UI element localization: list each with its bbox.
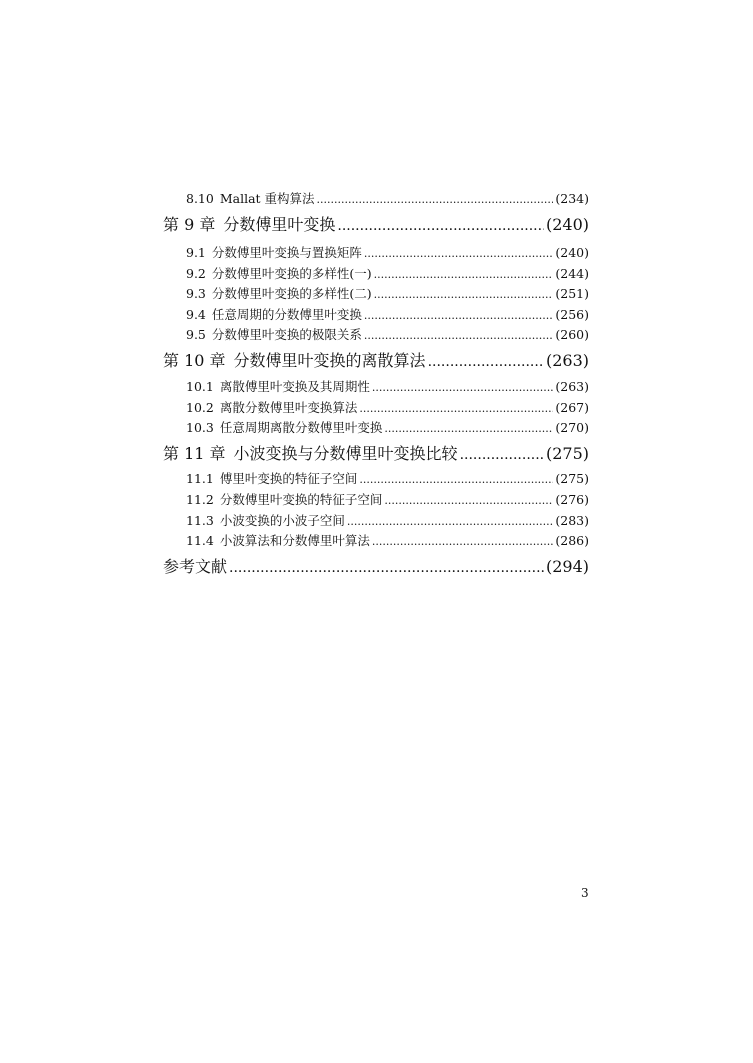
toc-chapter-number: 第 11 章	[163, 444, 226, 463]
toc-entry-number: 11.1	[186, 471, 214, 486]
toc-chapter-title: 分数傅里叶变换的离散算法	[233, 351, 426, 370]
toc-entry-number: 9.4	[186, 307, 206, 322]
toc-entry	[163, 531, 589, 549]
toc-entry-number: 11.3	[186, 513, 214, 528]
toc-leader-dots	[372, 379, 554, 394]
toc-leader-dots	[337, 215, 544, 234]
toc-leader-dots	[374, 266, 554, 281]
toc-entry-title: 分数傅里叶变换的多样性(一)	[211, 266, 372, 281]
toc-entry	[163, 243, 589, 261]
toc-leader-dots	[364, 245, 553, 260]
toc-entry	[163, 398, 589, 416]
toc-chapter	[163, 348, 589, 371]
toc-chapter-page: (240)	[545, 215, 589, 234]
toc-leader-dots	[317, 191, 554, 206]
toc-references-title: 参考文献	[163, 557, 228, 576]
toc-chapter	[163, 212, 589, 235]
toc-entry-page: (251)	[555, 286, 589, 301]
toc-leader-dots	[372, 533, 554, 548]
toc-entry-page: (286)	[555, 533, 589, 548]
toc-entry-title: 小波变换的小波子空间	[219, 513, 345, 528]
toc-entry-title: 离散分数傅里叶变换算法	[219, 400, 358, 415]
toc-entry-title: 分数傅里叶变换与置换矩阵	[211, 245, 362, 260]
toc-leader-dots	[364, 307, 553, 322]
toc-entry-page: (240)	[555, 245, 589, 260]
toc-leader-dots	[384, 492, 553, 507]
toc-entry	[163, 284, 589, 302]
toc-entry	[163, 511, 589, 529]
toc-leader-dots	[359, 471, 553, 486]
toc-entry-page: (263)	[555, 379, 589, 394]
toc-entry	[163, 305, 589, 323]
toc-entry	[163, 469, 589, 487]
toc-chapter-number: 第 10 章	[163, 351, 226, 370]
toc-entry	[163, 490, 589, 508]
toc-chapter	[163, 441, 589, 464]
toc-entry-page: (234)	[555, 191, 589, 206]
toc-entry-number: 10.2	[186, 400, 214, 415]
toc-leader-dots	[460, 444, 544, 463]
toc-entry-number: 10.3	[186, 420, 214, 435]
toc-entry-number: 9.5	[186, 327, 206, 342]
toc-entry-page: (244)	[555, 266, 589, 281]
toc-entry-title: 任意周期的分数傅里叶变换	[211, 307, 362, 322]
toc-entry	[163, 264, 589, 282]
toc-chapter-page: (263)	[545, 351, 589, 370]
toc-entry-title: 分数傅里叶变换的极限关系	[211, 327, 362, 342]
toc-chapter-title: 小波变换与分数傅里叶变换比较	[233, 444, 458, 463]
toc-leader-dots	[229, 557, 544, 576]
toc-entry-page: (270)	[555, 420, 589, 435]
toc-entry-page: (256)	[555, 307, 589, 322]
toc-entry-number: 8.10	[186, 191, 214, 206]
toc-entry-title: 傅里叶变换的特征子空间	[219, 471, 358, 486]
toc-entry	[163, 377, 589, 395]
toc-entry	[163, 325, 589, 343]
toc-entry-number: 9.2	[186, 266, 206, 281]
toc-entry-page: (275)	[555, 471, 589, 486]
toc-entry-page: (283)	[555, 513, 589, 528]
toc-chapter-title: 分数傅里叶变换	[223, 215, 336, 234]
toc-entry-title: 分数傅里叶变换的多样性(二)	[211, 286, 372, 301]
toc-entry-number: 10.1	[186, 379, 214, 394]
toc-leader-dots	[359, 400, 553, 415]
toc-entry-number: 11.4	[186, 533, 214, 548]
toc-entry-title: 分数傅里叶变换的特征子空间	[219, 492, 383, 507]
toc-entry-title: 离散傅里叶变换及其周期性	[219, 379, 370, 394]
toc-entry-number: 11.2	[186, 492, 214, 507]
toc-references-page: (294)	[545, 557, 589, 576]
toc-references	[163, 554, 589, 577]
toc-entry-page: (267)	[555, 400, 589, 415]
page-number: 3	[581, 886, 589, 900]
toc-entry-number: 9.1	[186, 245, 206, 260]
toc-entry-title: 任意周期离散分数傅里叶变换	[219, 420, 383, 435]
toc-chapter-number: 第 9 章	[163, 215, 216, 234]
toc-leader-dots	[428, 351, 544, 370]
toc-leader-dots	[364, 327, 553, 342]
toc-entry-title: 小波算法和分数傅里叶算法	[219, 533, 370, 548]
toc-entry	[163, 418, 589, 436]
toc-entry-title: Mallat 重构算法	[219, 191, 315, 206]
toc-entry-page: (260)	[555, 327, 589, 342]
toc-leader-dots	[384, 420, 553, 435]
toc-chapter-page: (275)	[545, 444, 589, 463]
toc-entry	[163, 189, 589, 207]
toc-leader-dots	[347, 513, 554, 528]
toc-entry-number: 9.3	[186, 286, 206, 301]
toc-leader-dots	[374, 286, 554, 301]
toc-entry-page: (276)	[555, 492, 589, 507]
